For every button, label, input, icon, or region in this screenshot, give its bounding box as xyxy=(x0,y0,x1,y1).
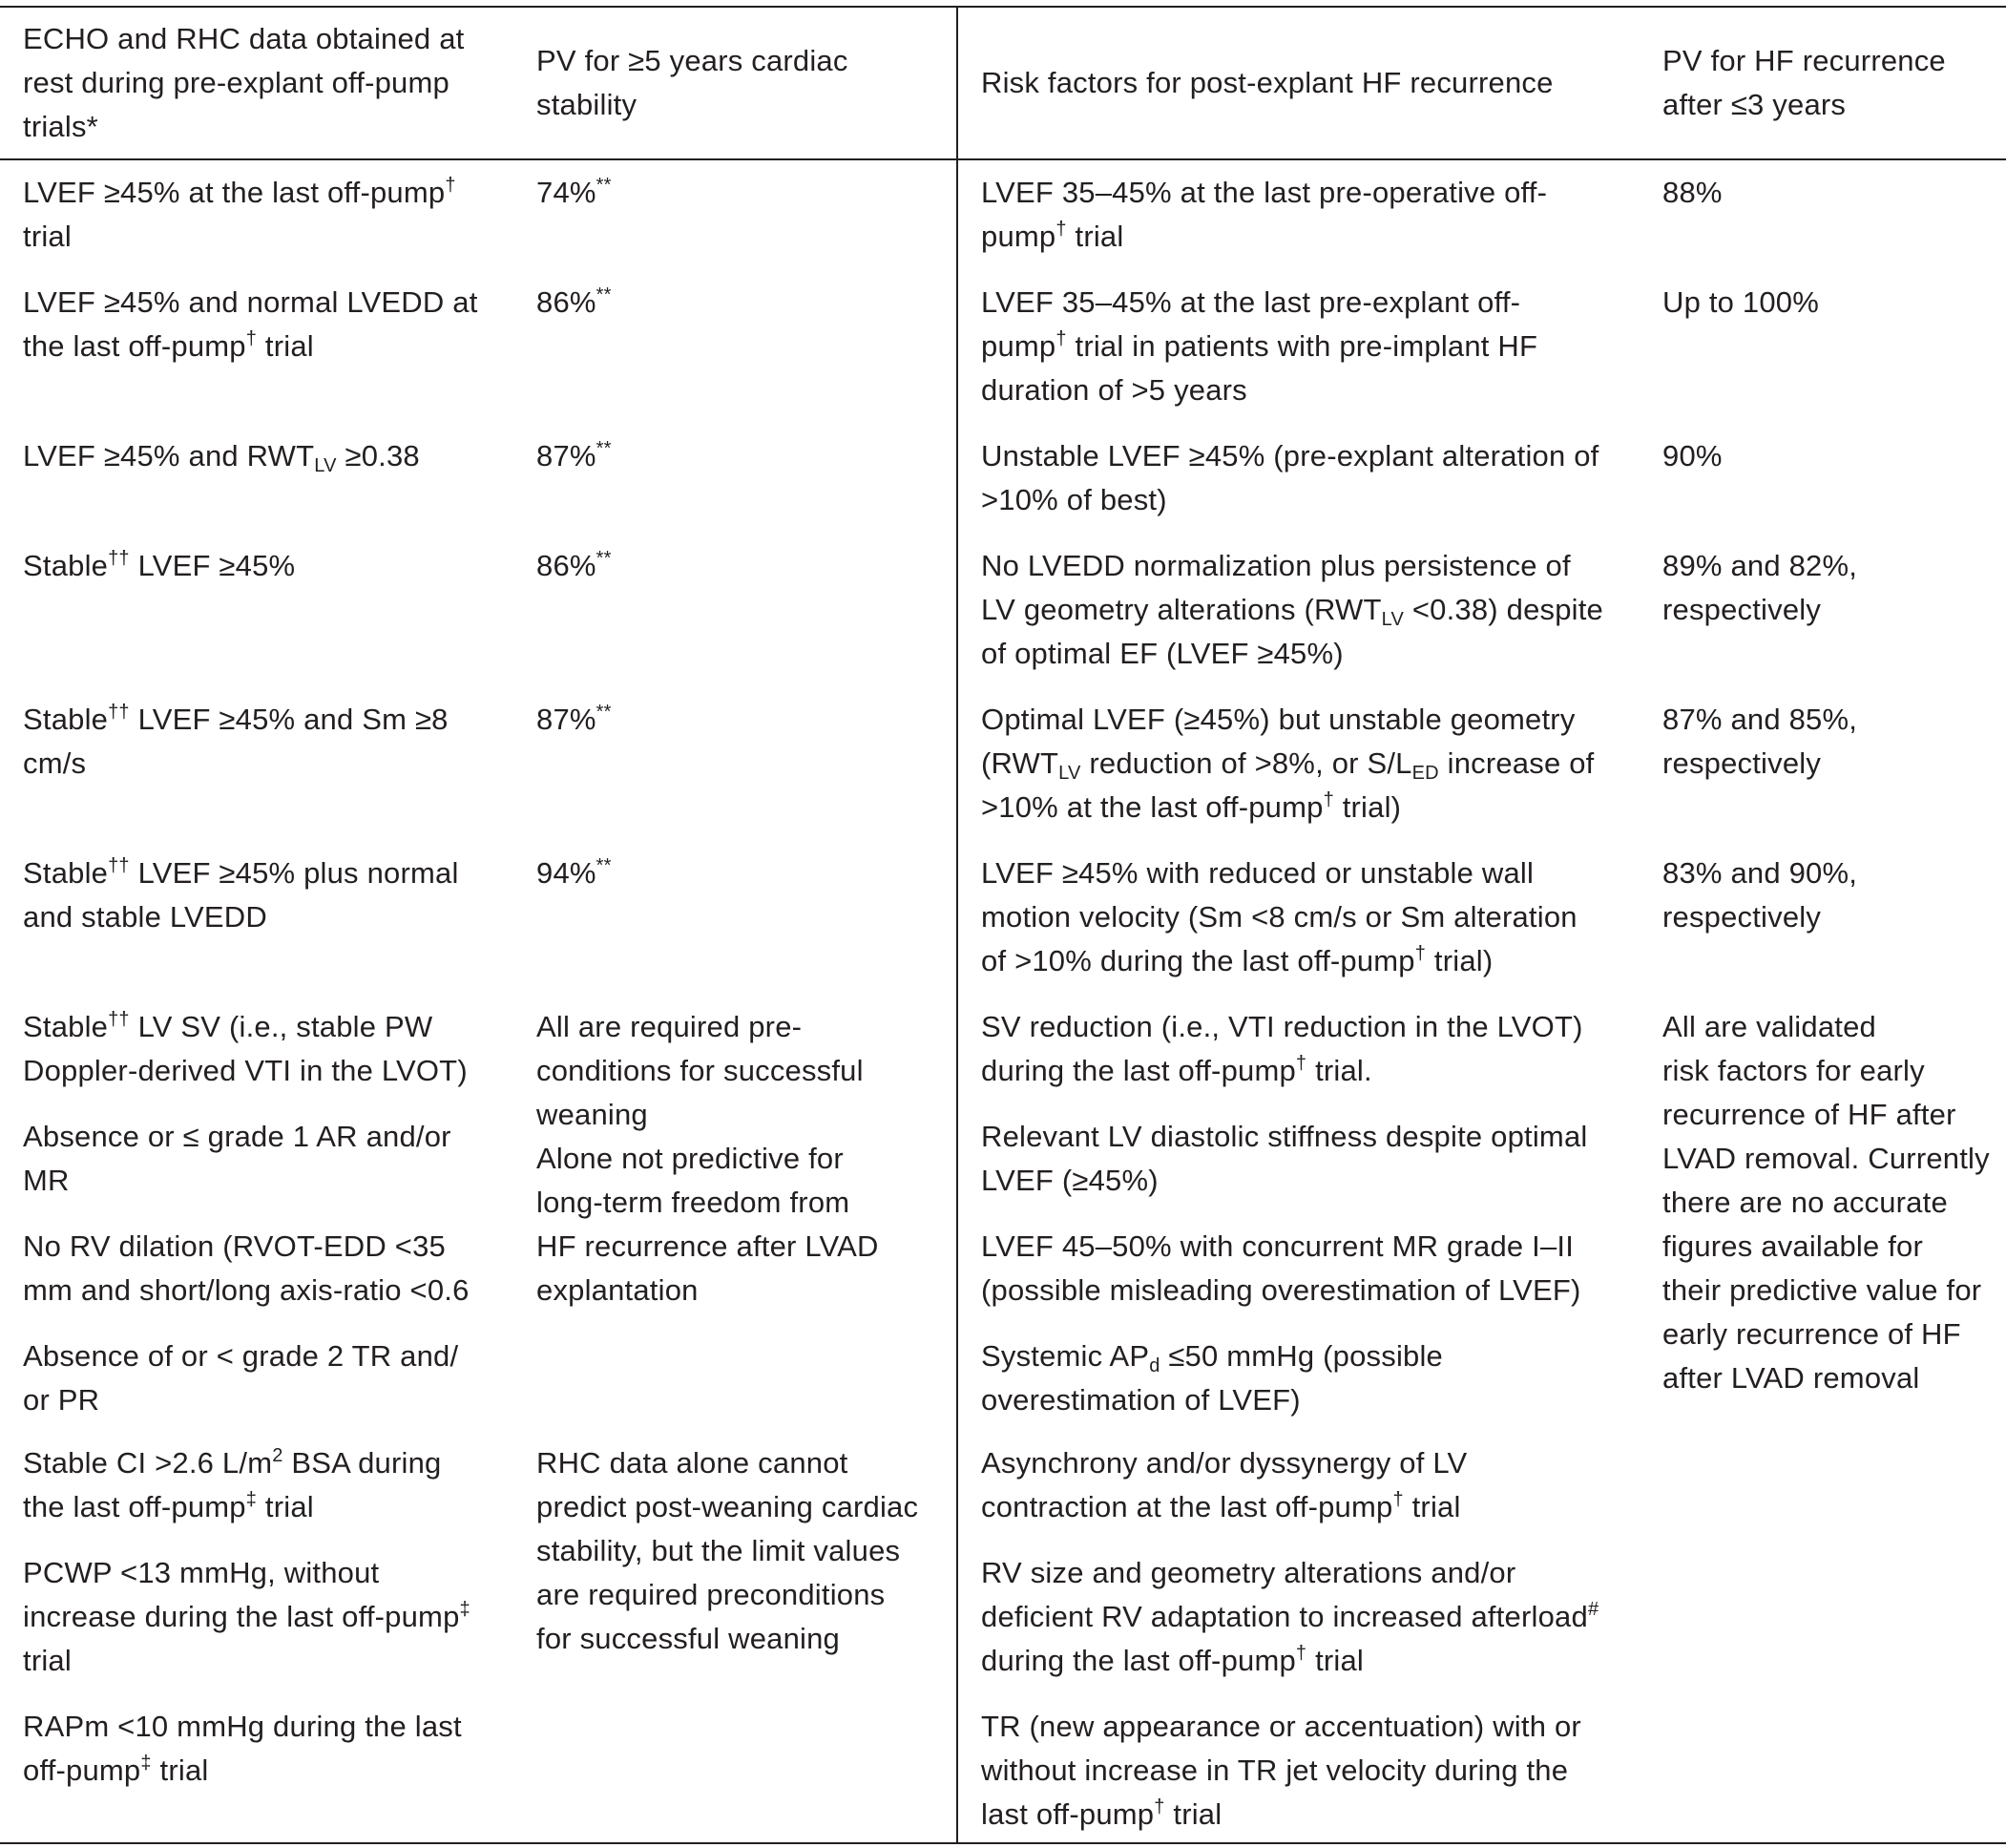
pv-value: 87% and 85%, respectively xyxy=(1662,703,1858,780)
table-row: LVEF 35–45% at the last pre-explant off- pump† trial in patients with pre-implant HF duration of >5 years xyxy=(981,285,1538,407)
pv-value: 86%** xyxy=(536,284,612,319)
weaning-precondition-note: All are required pre- conditions for successful weaning Alone not predictive for long-term freedom from HF recurrence after LVAD explantation xyxy=(536,1010,879,1307)
table-row: LVEF ≥45% and normal LVEDD at the last off-pump† trial xyxy=(23,285,478,363)
table-row: Optimal LVEF (≥45%) but unstable geometry ($RWT_{LV}$ reduction of >8%, or $S/L_{ED}$ increase of >10% at the last off-pump† trial) xyxy=(981,703,1595,824)
table-row: LVEF ≥45% at the last off-pump† trial xyxy=(23,175,456,253)
header-echo-rhc-data: ECHO and RHC data obtained at rest during pre-explant off-pump trials* xyxy=(23,22,465,143)
table-row: RV size and geometry alterations and/or deficient RV adaptation to increased afterload# during the last off-pump† trial xyxy=(981,1556,1599,1677)
header-rule xyxy=(0,158,2006,160)
table-row: Stable†† LVEF ≥45% and Sm ≥8 cm/s xyxy=(23,702,449,780)
pv-value: Up to 100% xyxy=(1662,285,1819,319)
table-row: Stable†† LVEF ≥45% plus normal and stable LVEDD xyxy=(23,855,459,934)
pv-value: 83% and 90%, respectively xyxy=(1662,856,1858,934)
table-row: SV reduction (i.e., VTI reduction in the LVOT) during the last off-pump† trial. xyxy=(981,1010,1583,1087)
rhc-data-note: RHC data alone cannot predict post-weaning cardiac stability, but the limit values are required preconditions for successful weaning xyxy=(536,1446,919,1655)
pv-value: 94%** xyxy=(536,855,612,890)
table-row: Asynchrony and/or dyssynergy of LV contraction at the last off-pump† trial xyxy=(981,1446,1468,1523)
pv-value: 90% xyxy=(1662,439,1723,472)
pv-value: 87%** xyxy=(536,438,612,472)
header-risk-factors: Risk factors for post-explant HF recurrence xyxy=(981,66,1554,99)
header-pv-cardiac-stability: PV for ≥5 years cardiac stability xyxy=(536,44,848,121)
table-row: PCWP <13 mmHg, without increase during the last off-pump‡ trial xyxy=(23,1556,470,1677)
risk-factor-validation-note: All are validated risk factors for early recurrence of HF after LVAD removal. Currently there are no accurate figures available for their predictive value for early recurrence of HF after LVAD removal xyxy=(1662,1010,1990,1395)
table-row: Stable†† LVEF ≥45% xyxy=(23,548,296,582)
pv-value: 74%** xyxy=(536,175,612,209)
bottom-rule xyxy=(0,1842,2006,1844)
table-row: LVEF ≥45% and $RWT_{LV} \ge 0.38$ xyxy=(23,439,420,476)
table-row: Absence of or < grade 2 TR and/ or PR xyxy=(23,1339,459,1417)
column-divider xyxy=(956,6,958,1844)
pv-value: 87%** xyxy=(536,702,612,736)
pv-value: 88% xyxy=(1662,176,1723,209)
pv-value: 86%** xyxy=(536,548,612,582)
header-pv-hf-recurrence: PV for HF recurrence after ≤3 years xyxy=(1662,44,1946,121)
table-row: Unstable LVEF ≥45% (pre-explant alteration of >10% of best) xyxy=(981,439,1599,516)
table-row: Absence or ≤ grade 1 AR and/or MR xyxy=(23,1120,451,1197)
table-row: No LVEDD normalization plus persistence of LV geometry alterations $(RWT_{LV} <0.38)$ despite of optimal EF (LVEF ≥45%) xyxy=(981,549,1603,670)
table-row: TR (new appearance or accentuation) with or without increase in TR jet velocity during the last off-pump† trial xyxy=(981,1710,1581,1831)
table-row: LVEF 45–50% with concurrent MR grade I–II (possible misleading overestimation of LVEF) xyxy=(981,1229,1581,1307)
table-row: LVEF ≥45% with reduced or unstable wall motion velocity (Sm <8 cm/s or Sm alteration of >10% during the last off-pump† trial) xyxy=(981,856,1578,977)
table-row: Relevant LV diastolic stiffness despite optimal LVEF (≥45%) xyxy=(981,1120,1588,1197)
top-rule xyxy=(0,6,2006,8)
table-row: LVEF 35–45% at the last pre-operative off- pump† trial xyxy=(981,176,1548,253)
table-row: RAPm <10 mmHg during the last off-pump‡ trial xyxy=(23,1710,462,1787)
pv-value: 89% and 82%, respectively xyxy=(1662,549,1858,626)
table-row: Systemic $AP_d \le 50$ mmHg (possible overestimation of LVEF) xyxy=(981,1339,1443,1417)
table-row: No RV dilation (RVOT-EDD <35 mm and short/long axis-ratio <0.6 xyxy=(23,1229,470,1307)
table-row: Stable†† LV SV (i.e., stable PW Doppler-derived VTI in the LVOT) xyxy=(23,1009,468,1087)
table-row: Stable CI >2.6 $L/m^2$ BSA during the last off-pump‡ trial xyxy=(23,1445,442,1523)
